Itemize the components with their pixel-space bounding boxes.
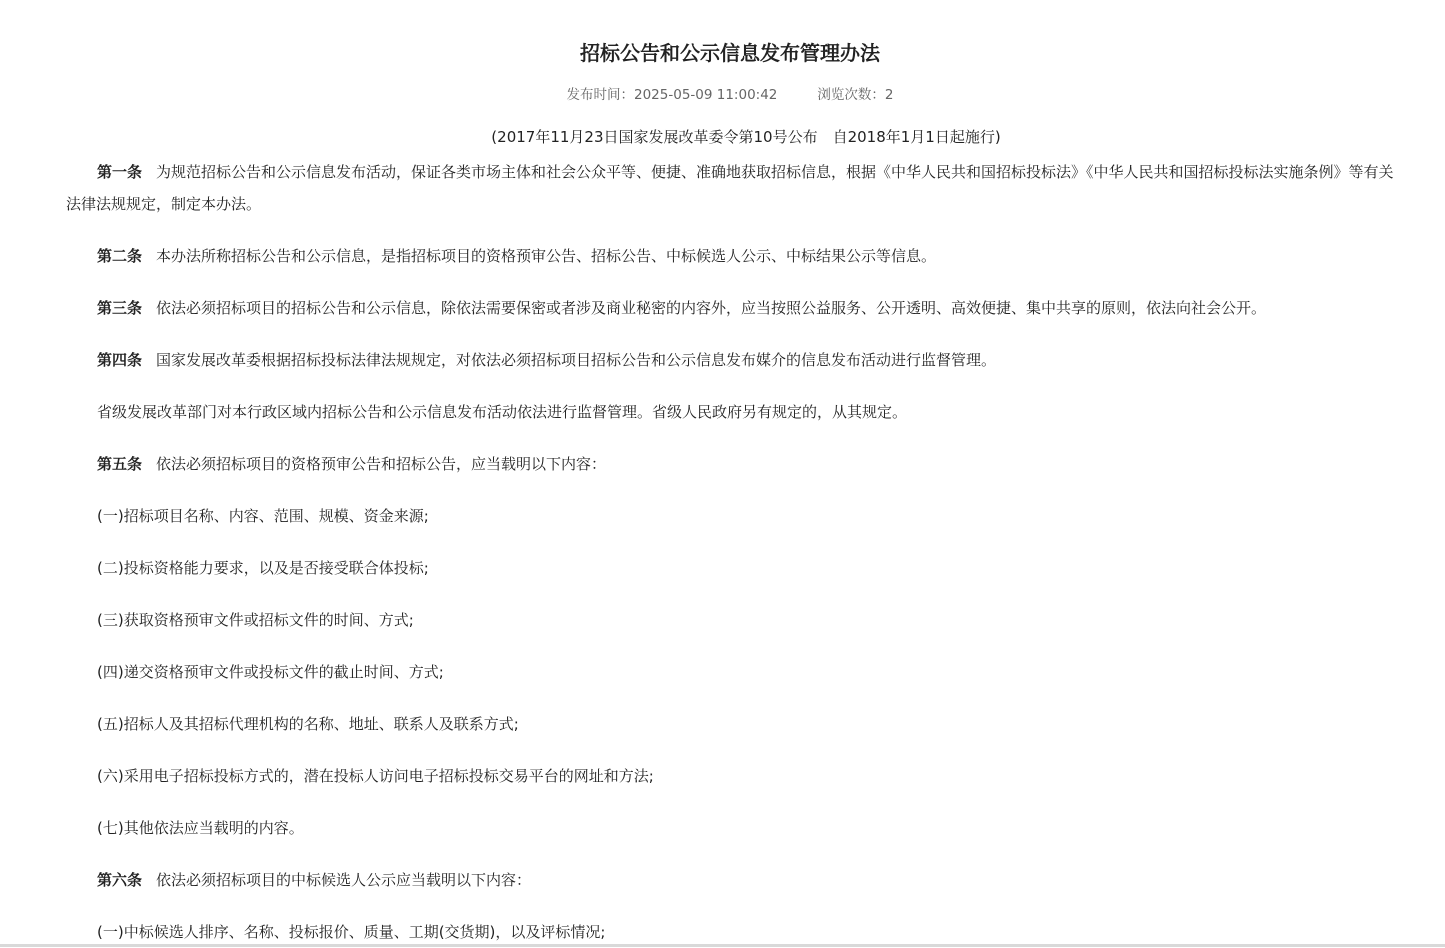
paragraph-article-6 bbox=[66, 864, 1396, 896]
paragraph-article-3 bbox=[66, 292, 1396, 324]
view-count-label: 浏览次数： bbox=[817, 87, 885, 103]
article-meta bbox=[0, 84, 1445, 106]
article-text: 为规范招标公告和公示信息发布活动，保证各类市场主体和社会公众平等、便捷、准确地获取招标信息，根据《中华人民共和国招标投标法》《中华人民共和国招标投标法实施条例》等有关法律法规规定，制定本办法。 bbox=[66, 163, 1394, 213]
list-item-text: (七)其他依法应当载明的内容。 bbox=[97, 819, 304, 837]
paragraph-article-5 bbox=[66, 448, 1396, 480]
page-title: 招标公告和公示信息发布管理办法 bbox=[580, 41, 880, 65]
paragraph-article-4 bbox=[66, 344, 1396, 376]
list-item bbox=[66, 500, 1396, 532]
issuance-note: (2017年11月23日国家发展改革委令第10号公布 自2018年1月1日起施行) bbox=[491, 128, 1001, 146]
article-text: 国家发展改革委根据招标投标法律法规规定，对依法必须招标项目招标公告和公示信息发布媒介的信息发布活动进行监督管理。 bbox=[156, 351, 997, 369]
list-item-text: (四)递交资格预审文件或投标文件的截止时间、方式; bbox=[97, 663, 444, 681]
article-number: 第二条 bbox=[97, 247, 143, 265]
list-item-text: (五)招标人及其招标代理机构的名称、地址、联系人及联系方式; bbox=[97, 715, 519, 733]
list-item-text: (三)获取资格预审文件或招标文件的时间、方式; bbox=[97, 611, 414, 629]
paragraph-article-1 bbox=[66, 156, 1396, 220]
paragraph-article-4-continued bbox=[66, 396, 1396, 428]
article-text: 省级发展改革部门对本行政区域内招标公告和公示信息发布活动依法进行监督管理。省级人民政府另有规定的，从其规定。 bbox=[97, 403, 908, 421]
paragraph-article-2 bbox=[66, 240, 1396, 272]
publish-time-label: 发布时间： bbox=[566, 87, 634, 103]
publish-time-value: 2025-05-09 11:00:42 bbox=[634, 87, 778, 103]
list-item bbox=[66, 708, 1396, 740]
list-item-text: (一)招标项目名称、内容、范围、规模、资金来源; bbox=[97, 507, 429, 525]
list-item-text: (二)投标资格能力要求，以及是否接受联合体投标; bbox=[97, 559, 429, 577]
article-text: 本办法所称招标公告和公示信息，是指招标项目的资格预审公告、招标公告、中标候选人公示、中标结果公示等信息。 bbox=[156, 247, 937, 265]
article-number: 第五条 bbox=[97, 455, 143, 473]
list-item bbox=[66, 760, 1396, 792]
list-item bbox=[66, 604, 1396, 636]
article-text: 依法必须招标项目的资格预审公告和招标公告，应当载明以下内容： bbox=[156, 455, 607, 473]
list-item bbox=[66, 656, 1396, 688]
article-text: 依法必须招标项目的中标候选人公示应当载明以下内容： bbox=[156, 871, 532, 889]
article-number: 第四条 bbox=[97, 351, 143, 369]
view-count-value: 2 bbox=[884, 87, 894, 103]
article-text: 依法必须招标项目的招标公告和公示信息，除依法需要保密或者涉及商业秘密的内容外，应当按照公益服务、公开透明、高效便捷、集中共享的原则，依法向社会公开。 bbox=[156, 299, 1267, 317]
list-item-text: (六)采用电子招标投标方式的，潜在投标人访问电子招标投标交易平台的网址和方法; bbox=[97, 767, 654, 785]
list-item bbox=[66, 552, 1396, 584]
article-number: 第六条 bbox=[97, 871, 143, 889]
article-number: 第三条 bbox=[97, 299, 143, 317]
list-item-text: (一)中标候选人排序、名称、投标报价、质量、工期(交货期)，以及评标情况; bbox=[97, 923, 606, 941]
list-item bbox=[66, 812, 1396, 844]
article-number: 第一条 bbox=[97, 163, 143, 181]
